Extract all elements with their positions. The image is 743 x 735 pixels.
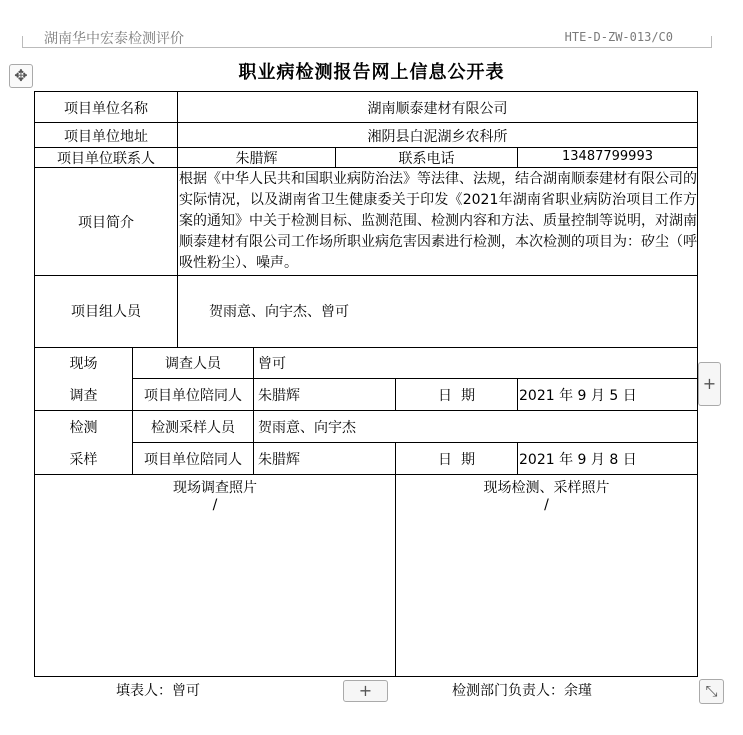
page-header-org: 湖南华中宏泰检测评价 bbox=[44, 31, 184, 47]
sampling-escort-label: 项目单位陪同人 bbox=[144, 452, 242, 468]
sampler-label: 检测采样人员 bbox=[151, 420, 235, 436]
survey-escort-value: 朱腊辉 bbox=[258, 388, 300, 404]
team-label: 项目组人员 bbox=[71, 304, 141, 320]
sampling-date-value: 2021 年 9 月 8 日 bbox=[519, 452, 637, 468]
col-divider bbox=[517, 442, 518, 474]
survey-date-value: 2021 年 9 月 5 日 bbox=[519, 388, 637, 404]
filler-signature: 填表人：曾可 bbox=[116, 683, 200, 699]
row-divider bbox=[35, 275, 697, 276]
header-rule bbox=[22, 47, 712, 48]
page-header-doc-code: HTE-D-ZW-013/C0 bbox=[564, 30, 673, 44]
table-resize-handle[interactable] bbox=[699, 679, 724, 704]
row-divider bbox=[35, 410, 697, 411]
investigator-value: 曾可 bbox=[258, 356, 286, 372]
survey-escort-label: 项目单位陪同人 bbox=[144, 388, 242, 404]
row-divider bbox=[35, 347, 697, 348]
phone-label: 联系电话 bbox=[398, 151, 455, 167]
col-divider bbox=[517, 378, 518, 410]
unit-address-label: 项目单位地址 bbox=[64, 129, 148, 145]
survey-label-1: 现场 bbox=[69, 356, 98, 372]
plus-icon: + bbox=[358, 681, 373, 700]
survey-photo-title: 现场调查照片 bbox=[173, 480, 257, 496]
sampling-label-2: 采样 bbox=[69, 452, 98, 468]
add-column-button[interactable] bbox=[698, 362, 721, 406]
plus-icon: + bbox=[702, 374, 717, 393]
team-value: 贺雨意、向宇杰、曾可 bbox=[209, 304, 349, 320]
contact-value: 朱腊辉 bbox=[235, 151, 278, 167]
sampling-date-label: 日 期 bbox=[438, 452, 475, 468]
supervisor-signature: 检测部门负责人：余瑾 bbox=[452, 683, 592, 699]
unit-name-label: 项目单位名称 bbox=[64, 101, 148, 117]
survey-label-2: 调查 bbox=[69, 388, 98, 404]
row-divider bbox=[35, 474, 697, 475]
intro-text: 根据《中华人民共和国职业病防治法》等法律、法规，结合湖南顺泰建材有限公司的实际情况，以及湖南省卫生健康委关于印发《2021年湖南省职业病防治项目工作方案的通知》中关于检测目标、监测范围、检测内容和方法、质量控制等说明，对湖南顺泰建材有限公司工作场所职业病危害因素进行检测，本次检测的项目为：矽尘（呼吸性粉尘）、噪声。 bbox=[179, 171, 697, 271]
sampling-label-1: 检测 bbox=[69, 420, 98, 436]
phone-value: 13487799993 bbox=[562, 149, 653, 164]
move-icon: ✥ bbox=[14, 66, 28, 85]
page-title: 职业病检测报告网上信息公开表 bbox=[238, 62, 505, 83]
resize-icon: ⤡ bbox=[705, 682, 718, 700]
row-divider bbox=[35, 122, 697, 123]
investigator-label: 调查人员 bbox=[165, 356, 221, 372]
row-divider bbox=[132, 378, 697, 379]
contact-label: 项目单位联系人 bbox=[57, 151, 155, 167]
sampling-photo-title: 现场检测、采样照片 bbox=[483, 480, 610, 496]
add-row-button[interactable] bbox=[343, 680, 388, 702]
row-divider bbox=[132, 442, 697, 443]
unit-address-value: 湘阴县白泥湖乡农科所 bbox=[367, 129, 508, 145]
col-divider bbox=[253, 347, 254, 474]
intro-label: 项目简介 bbox=[78, 215, 134, 231]
survey-date-label: 日 期 bbox=[438, 388, 475, 404]
unit-name-value: 湖南顺泰建材有限公司 bbox=[367, 101, 508, 117]
survey-photo-value: / bbox=[212, 497, 218, 513]
sampling-photo-value: / bbox=[544, 497, 549, 513]
header-corner-right bbox=[711, 36, 712, 47]
sampling-escort-value: 朱腊辉 bbox=[258, 452, 300, 468]
header-corner-left bbox=[22, 36, 23, 47]
info-table bbox=[34, 91, 698, 677]
sampler-value: 贺雨意、向宇杰 bbox=[258, 420, 356, 436]
